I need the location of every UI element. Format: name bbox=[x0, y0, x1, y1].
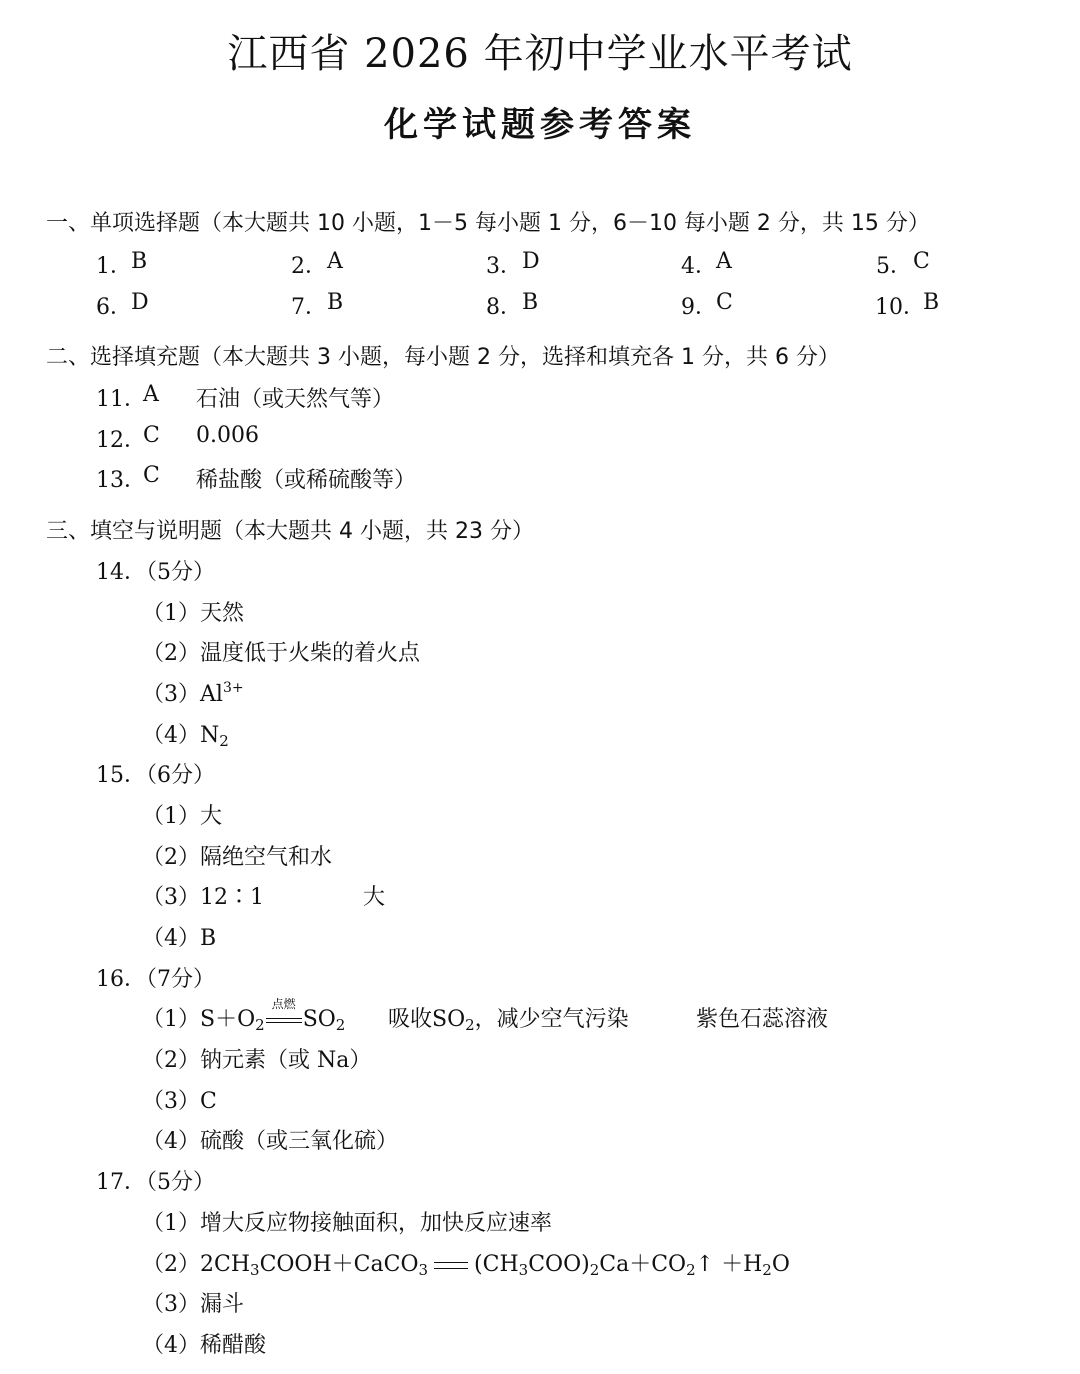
q16-answer-3: （3）C bbox=[142, 1089, 217, 1114]
section1-heading: 一、单项选择题（本大题共 10 小题，1－5 每小题 1 分，6－10 每小题 2 分，共 15 分） bbox=[46, 211, 930, 236]
mc-number: 3． bbox=[486, 254, 522, 279]
q15-answer-3: （3）12∶1 bbox=[142, 885, 264, 910]
q16-answer-1-purpose: 吸收$SO_2$，减少空气污染 bbox=[388, 1007, 629, 1034]
mc-choice: A bbox=[716, 249, 732, 274]
q15-label: 15．（6分） bbox=[96, 763, 215, 788]
q16-answer-1-equation: $(1)S+O_2$ 点燃 $SO_2$ bbox=[142, 997, 346, 1034]
q17-answer-2-equation: $(2)2CH_3COOH+CaCO_3$ $(CH_3COO)_2Ca+CO_2↑ +H_2O$ bbox=[142, 1252, 790, 1279]
q16-answer-4: （4）硫酸（或三氧化硫） bbox=[142, 1129, 398, 1154]
page-subtitle: 化学试题参考答案 bbox=[384, 105, 696, 145]
q14-answer-1: （1）天然 bbox=[142, 601, 244, 626]
q14-answer-2: （2）温度低于火柴的着火点 bbox=[142, 641, 420, 666]
mc-choice: D bbox=[522, 249, 540, 274]
item-fill: 稀盐酸（或稀硫酸等） bbox=[196, 468, 417, 493]
q14-answer-3: $(3)Al^{3+}$ bbox=[142, 680, 244, 707]
mc-choice: A bbox=[327, 249, 343, 274]
mc-choice: C bbox=[716, 290, 733, 315]
q16-answer-1-reagent: 紫色石蕊溶液 bbox=[696, 1007, 829, 1032]
q17-answer-1: （1）增大反应物接触面积，加快反应速率 bbox=[142, 1211, 552, 1236]
mc-number: 7． bbox=[291, 295, 327, 320]
q14-label: 14．（5分） bbox=[96, 560, 215, 585]
q16-label: 16．（7分） bbox=[96, 967, 215, 992]
section3-heading: 三、填空与说明题（本大题共 4 小题，共 23 分） bbox=[46, 519, 534, 544]
q14-answer-4: $(4)N_2$ bbox=[142, 723, 229, 750]
mc-number: 5． bbox=[876, 254, 912, 279]
mc-number: 1． bbox=[96, 254, 132, 279]
q15-answer-3-extra: 大 bbox=[363, 885, 386, 910]
q15-answer-4: （4）B bbox=[142, 926, 217, 951]
reaction-condition: 点燃 bbox=[266, 1009, 302, 1031]
mc-choice: D bbox=[131, 290, 149, 315]
q16-answer-2: （2）钠元素（或 Na） bbox=[142, 1048, 372, 1073]
item-number: 13． bbox=[96, 468, 146, 493]
mc-number: 9． bbox=[681, 295, 717, 320]
item-choice: C bbox=[143, 463, 160, 488]
item-choice: A bbox=[143, 382, 159, 407]
mc-choice: B bbox=[923, 290, 940, 315]
section2-heading: 二、选择填充题（本大题共 3 小题，每小题 2 分，选择和填充各 1 分，共 6 分） bbox=[46, 345, 840, 370]
equals-sign bbox=[434, 1262, 468, 1269]
item-number: 11． bbox=[96, 387, 146, 412]
q15-answer-1: （1）大 bbox=[142, 804, 222, 829]
item-fill: 0.006 bbox=[196, 423, 259, 448]
item-choice: C bbox=[143, 423, 160, 448]
mc-number: 8． bbox=[486, 295, 522, 320]
mc-number: 4． bbox=[681, 254, 717, 279]
mc-choice: B bbox=[131, 249, 148, 274]
item-number: 12． bbox=[96, 428, 146, 453]
mc-choice: C bbox=[913, 249, 930, 274]
item-fill: 石油（或天然气等） bbox=[196, 387, 395, 412]
mc-choice: B bbox=[327, 290, 344, 315]
mc-choice: B bbox=[522, 290, 539, 315]
q17-label: 17．（5分） bbox=[96, 1170, 215, 1195]
mc-number: 6． bbox=[96, 295, 132, 320]
q15-answer-2: （2）隔绝空气和水 bbox=[142, 845, 332, 870]
q17-answer-4: （4）稀醋酸 bbox=[142, 1333, 266, 1358]
mc-number: 10． bbox=[875, 295, 925, 320]
q17-answer-3: （3）漏斗 bbox=[142, 1292, 244, 1317]
page-title: 江西省 2026 年初中学业水平考试 bbox=[227, 31, 853, 77]
mc-number: 2． bbox=[291, 254, 327, 279]
